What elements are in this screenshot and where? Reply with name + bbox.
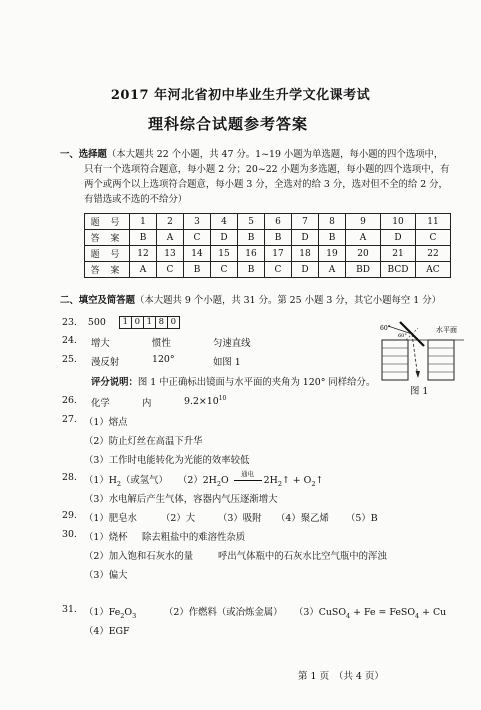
- table-cell: 8: [319, 214, 346, 230]
- figure-water-label: 水平面: [436, 326, 457, 334]
- q23-number: 23.: [62, 317, 77, 328]
- table-cell: 4: [211, 214, 238, 230]
- section2-label: 二、填空及简答题: [60, 295, 136, 306]
- table-cell: C: [211, 262, 238, 278]
- q27-answer-2: （2）防止灯丝在高温下升华: [84, 436, 203, 447]
- table-cell: 22: [416, 246, 451, 262]
- q29-answer-3: （3）吸附: [218, 513, 262, 524]
- table-cell: 18: [292, 246, 319, 262]
- table-cell: 6: [265, 214, 292, 230]
- q31-1-part-c: O: [124, 607, 133, 618]
- section1-desc2: 只有一个选项符合题意，每小题 2 分；20~22 小题为多选题，每小题的四个选项中，有: [84, 164, 450, 175]
- table-cell: A: [157, 230, 184, 246]
- q24: [62, 335, 77, 346]
- q24-answer-a: 增大: [91, 338, 110, 349]
- answer-table: [84, 213, 451, 278]
- table-cell: B: [238, 262, 265, 278]
- q28-condition: 通电: [241, 470, 255, 478]
- q26-answer-c-base: 9.2×10: [184, 396, 219, 408]
- q29-answer-4: （4）聚乙烯: [276, 513, 329, 524]
- table-cell: C: [265, 262, 292, 278]
- q24-answer-c: 匀速直线: [213, 338, 251, 349]
- table-cell: D: [381, 230, 416, 246]
- q28-1-sub: 2: [116, 479, 122, 488]
- table-row: [85, 230, 451, 246]
- table-cell: D: [292, 230, 319, 246]
- q23: [62, 316, 180, 329]
- section2-desc: （本大题共 9 个小题，共 31 分。第 25 小题 3 分，其它小题每空 1 分）: [135, 295, 441, 306]
- q31-1-sub-d: 3: [132, 611, 137, 620]
- table-cell: B: [319, 230, 346, 246]
- figure-right-block: [428, 340, 454, 380]
- table-cell: 16: [238, 246, 265, 262]
- table-row: [85, 246, 451, 262]
- q31-answer-4: （4）EGF: [84, 626, 130, 637]
- q28-reaction-arrow: [234, 470, 262, 486]
- q23-answer: 500: [87, 317, 106, 328]
- q31-answer-2: （2）作燃料（或冶炼金属）: [164, 607, 283, 618]
- q30-answer-2a: （2）加入饱和石灰水的量: [84, 551, 194, 562]
- scoring-note-text: 图 1 中正确标出镜面与水平面的夹角为 120° 同样给分。: [137, 377, 376, 388]
- table-cell: 5: [238, 214, 265, 230]
- q26-answer-c: [184, 395, 226, 407]
- q26-answer-a: 化学: [91, 398, 110, 409]
- q24-answer-b: 惯性: [152, 338, 171, 349]
- q25-number: 25.: [62, 354, 77, 365]
- table-cell: 15: [211, 246, 238, 262]
- table-cell: 7: [292, 214, 319, 230]
- page-footer: 第 1 页 （共 4 页）: [298, 671, 384, 682]
- table-cell: 11: [416, 214, 451, 230]
- q25-answer-b: 120°: [152, 354, 175, 365]
- table-row-header: 题 号: [85, 246, 130, 262]
- section2-line: [60, 293, 441, 308]
- table-cell: A: [319, 262, 346, 278]
- digit-box: 1: [120, 317, 132, 328]
- q27-number: 27.: [62, 414, 77, 425]
- q29-number: 29.: [62, 510, 77, 521]
- table-cell: 19: [319, 246, 346, 262]
- table-cell: 14: [184, 246, 211, 262]
- table-cell: 13: [157, 246, 184, 262]
- q26-answer-c-exponent: 10: [218, 395, 227, 402]
- scoring-note-label: 评分说明：: [91, 377, 138, 388]
- table-cell: A: [346, 230, 381, 246]
- table-cell: D: [211, 230, 238, 246]
- digit-box: 0: [132, 317, 144, 328]
- table-row: [85, 262, 451, 278]
- q31-1-sub-b: 2: [120, 611, 125, 620]
- figure-1-caption: 图 1: [410, 386, 429, 397]
- q27-answer-1: （1）熔点: [84, 417, 128, 428]
- table-cell: BD: [346, 262, 381, 278]
- table-cell: 10: [381, 214, 416, 230]
- figure-left-block: [382, 340, 408, 380]
- table-cell: C: [184, 230, 211, 246]
- table-cell: D: [292, 262, 319, 278]
- q28-2-part-h: ↑: [315, 475, 324, 486]
- section1-line1: [60, 147, 443, 162]
- q29-answer-5: （5）B: [346, 513, 378, 524]
- q30-answer-1b: 除去粗盐中的难溶性杂质: [142, 532, 246, 543]
- q31-answer-3: [294, 604, 446, 620]
- table-cell: 9: [346, 214, 381, 230]
- q29-answer-1: （1）肥皂水: [84, 513, 137, 524]
- q29-answer-2: （2）大: [161, 513, 196, 524]
- q28-answer-1: [84, 472, 168, 488]
- q28-2-part-d: 2H: [263, 475, 278, 486]
- q31-1-part-a: （1）Fe: [84, 607, 121, 618]
- q28-answer-2: [178, 472, 323, 488]
- table-cell: A: [130, 262, 157, 278]
- table-cell: 21: [381, 246, 416, 262]
- table-cell: B: [184, 262, 211, 278]
- q30-number: 30.: [62, 529, 77, 540]
- q30-answer-3: （3）偏大: [84, 570, 128, 581]
- page-title: 2017 年河北省初中毕业生升学文化课考试: [110, 88, 371, 103]
- table-cell: 2: [157, 214, 184, 230]
- table-cell: 17: [265, 246, 292, 262]
- table-cell: C: [157, 262, 184, 278]
- q26-number: 26.: [62, 395, 77, 406]
- q28-2-part-c: O: [221, 475, 229, 486]
- table-row-header: 题 号: [85, 214, 130, 230]
- table-cell: B: [130, 230, 157, 246]
- digit-box: 0: [170, 317, 176, 327]
- q31-3-sub-b: 4: [346, 611, 351, 620]
- q28-number: 28.: [62, 472, 77, 483]
- q28-2-part-f: ↑ + O: [281, 475, 312, 486]
- table-row-header: 答 案: [85, 262, 130, 278]
- figure-angle-label-2: 60°: [398, 333, 407, 339]
- table-cell: B: [238, 230, 265, 246]
- q28-2-sub-e: 2: [277, 479, 282, 488]
- q27-answer-3: （3）工作时电能转化为光能的效率较低: [84, 455, 250, 466]
- table-cell: 20: [346, 246, 381, 262]
- q24-number: 24.: [62, 335, 77, 346]
- table-cell: AC: [416, 262, 451, 278]
- q28-2-part-a: （2）2H: [178, 475, 217, 486]
- q31-answer-1: [84, 604, 136, 620]
- section1-label: 一、选择题: [60, 149, 107, 160]
- q28-1-part: （1）H: [84, 475, 117, 486]
- q28-2-sub-g: 2: [311, 479, 316, 488]
- digit-box: 8: [156, 317, 168, 328]
- table-row-header: 答 案: [85, 230, 130, 246]
- q31-3-part-e: + Cu: [419, 607, 447, 618]
- page-subtitle: 理科综合试题参考答案: [148, 115, 309, 133]
- q26-answer-b: 内: [142, 398, 152, 409]
- q30-answer-2b: 呼出气体瓶中的石灰水比空气瓶中的浑浊: [218, 551, 387, 562]
- figure-1-diagram: [378, 318, 466, 392]
- q23-digit-boxes: [119, 316, 180, 329]
- q30-answer-1a: （1）烧杯: [84, 532, 128, 543]
- table-cell: BCD: [381, 262, 416, 278]
- q31-3-sub-d: 4: [415, 611, 420, 620]
- section1-desc1: （本大题共 22 个小题，共 47 分。1~19 小题为单选题，每小题的四个选项中，: [106, 149, 444, 160]
- q31-3-part-c: + Fe = FeSO: [350, 607, 416, 618]
- q31-3-part-a: （3）CuSO: [294, 607, 347, 618]
- q31-number: 31.: [62, 604, 77, 615]
- table-cell: B: [265, 230, 292, 246]
- q25-answer-c: 如图 1: [213, 357, 241, 368]
- table-cell: 3: [184, 214, 211, 230]
- q28-answer-3: （3）水电解后产生气体，容器内气压逐渐增大: [84, 494, 278, 505]
- table-cell: 1: [130, 214, 157, 230]
- q28-1-note: （或氢气）: [121, 475, 168, 486]
- q25-answer-a: 漫反射: [91, 357, 120, 368]
- table-cell: C: [416, 230, 451, 246]
- q28-2-sub-b: 2: [216, 479, 221, 488]
- section1-desc3: 两个或两个以上选项符合题意，每小题 3 分，全选对的给 3 分，选对但不全的给 2 分，: [84, 179, 448, 190]
- table-cell: 12: [130, 246, 157, 262]
- digit-box: 1: [144, 317, 156, 328]
- figure-angle-label-1: 60°: [380, 325, 391, 332]
- section1-desc4: 有错选或不选的不给分）: [84, 194, 188, 205]
- table-row: [85, 214, 451, 230]
- scoring-note: [91, 374, 375, 388]
